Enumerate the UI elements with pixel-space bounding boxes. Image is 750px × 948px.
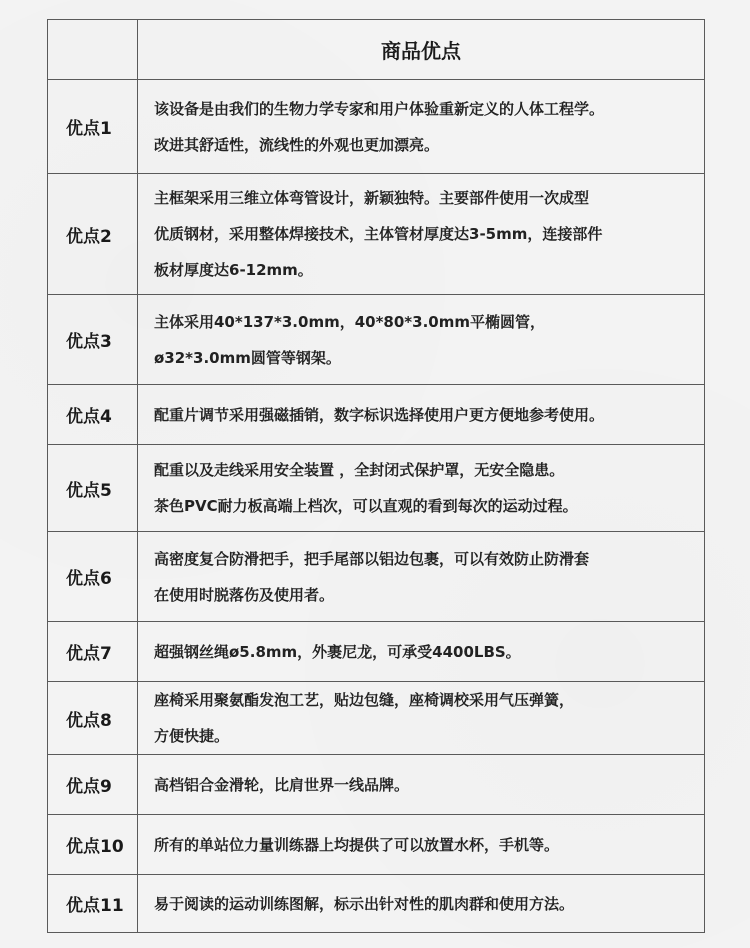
description-line: 配重片调节采用强磁插销，数字标识选择使用户更方便地参考使用。 [154, 405, 605, 424]
advantage-description [138, 682, 705, 755]
table-row [48, 385, 705, 445]
description-line: 方便快捷。 [154, 727, 230, 745]
description-line: 座椅采用聚氨酯发泡工艺，贴边包缝，座椅调校采用气压弹簧， [154, 691, 575, 709]
advantage-description [138, 622, 705, 682]
description-line: 优质钢材，采用整体焊接技术，主体管材厚度达3-5mm，连接部件 [154, 225, 603, 243]
description-line: 高档铝合金滑轮，比肩世界一线品牌。 [154, 775, 410, 794]
table-row [48, 295, 705, 385]
description-line: 该设备是由我们的生物力学专家和用户体验重新定义的人体工程学。 [154, 99, 605, 118]
table-row [48, 622, 705, 682]
advantage-label: 优点11 [48, 875, 138, 933]
table-header-row [48, 20, 705, 80]
product-advantages-table [47, 19, 705, 933]
advantage-label: 优点7 [48, 622, 138, 682]
description-line: 改进其舒适性，流线性的外观也更加漂亮。 [154, 135, 440, 154]
description-line: 所有的单站位力量训练器上均提供了可以放置水杯，手机等。 [154, 835, 560, 854]
advantage-description [138, 385, 705, 445]
table-title: 商品优点 [138, 20, 705, 80]
advantage-label: 优点3 [48, 295, 138, 385]
advantage-description [138, 815, 705, 875]
table-row [48, 532, 705, 622]
advantage-label: 优点4 [48, 385, 138, 445]
advantage-label: 优点9 [48, 755, 138, 815]
advantage-label: 优点6 [48, 532, 138, 622]
advantage-description [138, 80, 705, 174]
advantage-description [138, 875, 705, 933]
header-blank-cell [48, 20, 138, 80]
advantage-description [138, 532, 705, 622]
table-body [48, 80, 705, 933]
table-row [48, 755, 705, 815]
table-row [48, 815, 705, 875]
table-row [48, 445, 705, 532]
table-row [48, 682, 705, 755]
advantage-label: 优点8 [48, 682, 138, 755]
description-line: 超强钢丝绳ø5.8mm，外裹尼龙，可承受4400LBS。 [154, 642, 521, 661]
table-row [48, 875, 705, 933]
description-line: 茶色PVC耐力板高端上档次，可以直观的看到每次的运动过程。 [154, 497, 578, 515]
description-line: 高密度复合防滑把手，把手尾部以铝边包裹，可以有效防止防滑套 [154, 549, 590, 568]
table-row [48, 80, 705, 174]
advantage-label: 优点5 [48, 445, 138, 532]
advantage-description [138, 295, 705, 385]
advantage-description [138, 445, 705, 532]
advantage-label: 优点10 [48, 815, 138, 875]
advantage-description [138, 174, 705, 295]
description-line: 主框架采用三维立体弯管设计，新颖独特。主要部件使用一次成型 [154, 189, 590, 207]
description-line: 在使用时脱落伤及使用者。 [154, 585, 335, 604]
description-line: ø32*3.0mm圆管等钢架。 [154, 348, 341, 367]
description-line: 主体采用40*137*3.0mm，40*80*3.0mm平椭圆管， [154, 312, 545, 331]
table-row [48, 174, 705, 295]
description-line: 板材厚度达6-12mm。 [154, 261, 313, 279]
advantage-label: 优点2 [48, 174, 138, 295]
description-line: 配重以及走线采用安全装置 ，全封闭式保护罩，无安全隐患。 [154, 461, 565, 479]
advantage-description [138, 755, 705, 815]
description-line: 易于阅读的运动训练图解，标示出针对性的肌肉群和使用方法。 [154, 894, 575, 913]
advantage-label: 优点1 [48, 80, 138, 174]
